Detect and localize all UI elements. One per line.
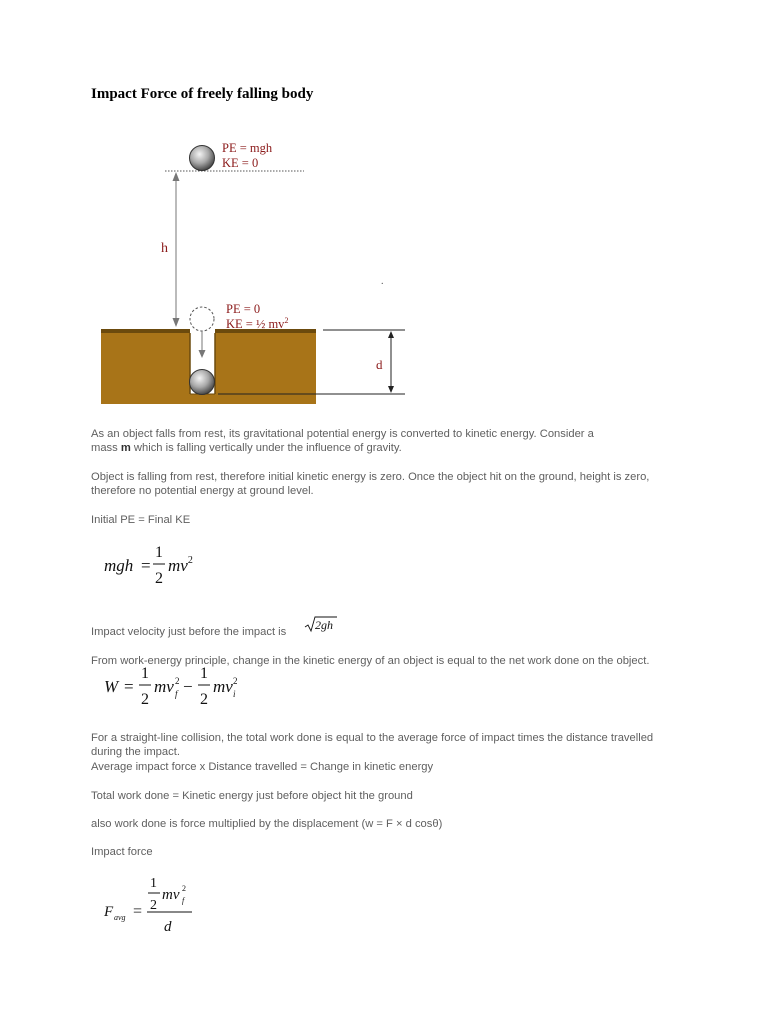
ball-top bbox=[190, 146, 215, 171]
svg-text:2: 2 bbox=[175, 676, 180, 686]
height-arrow-bottom-head bbox=[173, 318, 180, 327]
svg-text:1: 1 bbox=[150, 876, 157, 891]
svg-text:mv2: $mv^2$ bbox=[168, 555, 193, 575]
paragraph-7: Total work done = Kinetic energy just before object hit the ground bbox=[91, 790, 413, 802]
eq3 bbox=[104, 665, 238, 708]
svg-text:mv: mv bbox=[154, 677, 174, 696]
paragraph-work-energy: From work-energy principle, change in the kinetic energy of an object is equal to the net work done on the object. bbox=[91, 655, 650, 667]
eq4 bbox=[103, 876, 192, 935]
svg-text:mgh: mgh bbox=[104, 556, 134, 575]
paragraph-6-line-3: Average impact force x Distance travelled = Change in kinetic energy bbox=[91, 761, 434, 773]
svg-text:2gh: 2gh bbox=[315, 618, 333, 632]
svg-text:i: i bbox=[233, 689, 236, 699]
paragraph-8: also work done is force multiplied by the displacement (w = F × d cosθ) bbox=[91, 818, 443, 830]
paragraph-1-line-1: As an object falls from rest, its gravitational potential energy is converted to kinetic energy. Consider a bbox=[91, 428, 594, 440]
svg-text:=: = bbox=[124, 677, 134, 696]
paragraph-1-line-2: mass m which is falling vertically under the influence of gravity. bbox=[91, 442, 402, 454]
svg-text:mv: mv bbox=[213, 677, 233, 696]
ke-bottom-label: KE = ½ $mv^2$ bbox=[226, 316, 289, 331]
svg-text:=: = bbox=[133, 903, 143, 920]
svg-text:d: d bbox=[164, 919, 172, 935]
stray-dot: . bbox=[381, 276, 384, 287]
height-label: h bbox=[161, 241, 168, 256]
svg-text:1: 1 bbox=[155, 544, 163, 561]
paragraph-6-line-2: during the impact. bbox=[91, 746, 180, 758]
svg-text:f: f bbox=[175, 689, 178, 699]
svg-text:2: 2 bbox=[155, 570, 163, 587]
pe-top-label: PE = mgh bbox=[222, 141, 273, 155]
svg-text:−: − bbox=[183, 677, 193, 696]
svg-text:2: 2 bbox=[233, 676, 238, 686]
svg-text:2: 2 bbox=[200, 691, 208, 708]
falling-body-diagram bbox=[0, 0, 768, 420]
page-title: Impact Force of freely falling body bbox=[91, 86, 314, 102]
svg-text:1: 1 bbox=[200, 665, 208, 682]
svg-text:mv: mv bbox=[162, 887, 180, 903]
svg-text:1: 1 bbox=[141, 665, 149, 682]
paragraph-6-line-1: For a straight-line collision, the total work done is equal to the average force of impact times the distance travelled bbox=[91, 732, 654, 744]
paragraph-3: Initial PE = Final KE bbox=[91, 514, 191, 526]
svg-text:2: 2 bbox=[141, 691, 149, 708]
svg-text:2: 2 bbox=[150, 898, 157, 913]
paragraph-2-line-1: Object is falling from rest, therefore initial kinetic energy is zero. Once the object hit on the ground, height is zero, bbox=[91, 471, 650, 483]
paragraph-2-line-2: therefore no potential energy at ground level. bbox=[91, 485, 314, 497]
svg-text:2: 2 bbox=[182, 884, 186, 893]
pe-bottom-label: PE = 0 bbox=[226, 302, 261, 316]
eq2-sqrt bbox=[305, 617, 337, 632]
paragraph-impact-velocity: Impact velocity just before the impact is bbox=[91, 626, 287, 638]
ball-bottom bbox=[190, 370, 215, 395]
svg-text:avg: avg bbox=[114, 913, 126, 922]
height-arrow-top-head bbox=[173, 172, 180, 181]
eq1 bbox=[104, 544, 193, 587]
depth-label: d bbox=[376, 357, 383, 372]
svg-text:f: f bbox=[182, 896, 185, 905]
svg-text:W: W bbox=[104, 677, 119, 696]
ball-ghost bbox=[190, 307, 214, 331]
svg-text:=: = bbox=[141, 556, 151, 575]
ke-top-label: KE = 0 bbox=[222, 156, 259, 170]
paragraph-9: Impact force bbox=[91, 846, 153, 858]
svg-text:F: F bbox=[104, 904, 114, 920]
